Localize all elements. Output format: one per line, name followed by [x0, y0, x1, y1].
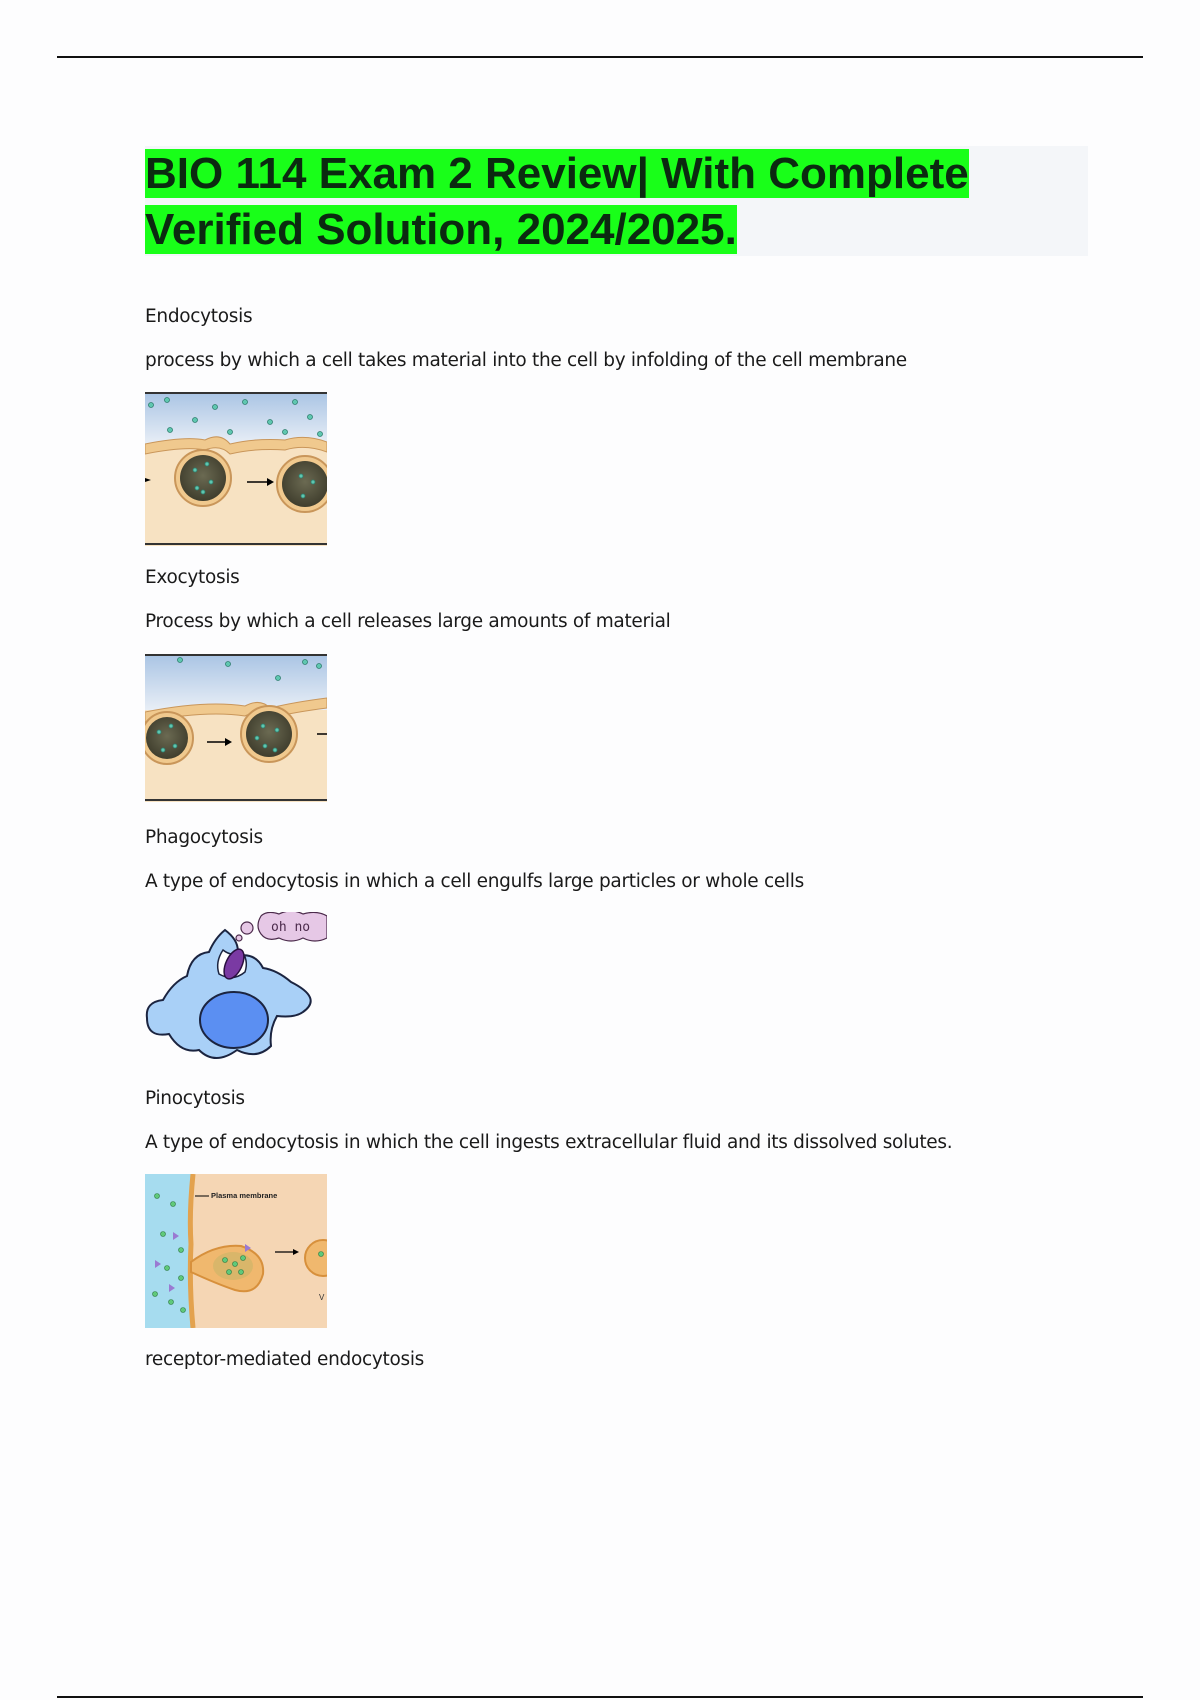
- term-phagocytosis: Phagocytosis: [145, 827, 263, 848]
- header-rule: [57, 56, 1143, 58]
- term-receptor-mediated-endocytosis: receptor-mediated endocytosis: [145, 1349, 425, 1370]
- definition-phagocytosis: A type of endocytosis in which a cell engulfs large particles or whole cells: [145, 871, 804, 892]
- term-exocytosis: Exocytosis: [145, 567, 240, 588]
- definition-exocytosis: Process by which a cell releases large amounts of material: [145, 611, 671, 632]
- title-line-2: Verified Solution, 2024/2025.: [145, 205, 737, 254]
- phagocytosis-diagram: [145, 912, 327, 1066]
- page-title: [145, 146, 1088, 258]
- footer-rule: [57, 1696, 1143, 1698]
- plasma-membrane-label: Plasma membrane: [211, 1191, 278, 1200]
- term-endocytosis: Endocytosis: [145, 306, 253, 327]
- speech-bubble-text: oh no: [271, 920, 311, 935]
- pinocytosis-diagram: [145, 1174, 327, 1328]
- svg-text:V: V: [319, 1293, 325, 1302]
- definition-pinocytosis: A type of endocytosis in which the cell ingests extracellular fluid and its dissolved solutes.: [145, 1132, 953, 1153]
- endocytosis-diagram: [145, 392, 327, 546]
- definition-endocytosis: process by which a cell takes material into the cell by infolding of the cell membrane: [145, 350, 907, 371]
- title-line-1: BIO 114 Exam 2 Review| With Complete: [145, 149, 969, 198]
- term-pinocytosis: Pinocytosis: [145, 1088, 245, 1109]
- title-block: [145, 146, 1088, 256]
- exocytosis-diagram: [145, 654, 327, 802]
